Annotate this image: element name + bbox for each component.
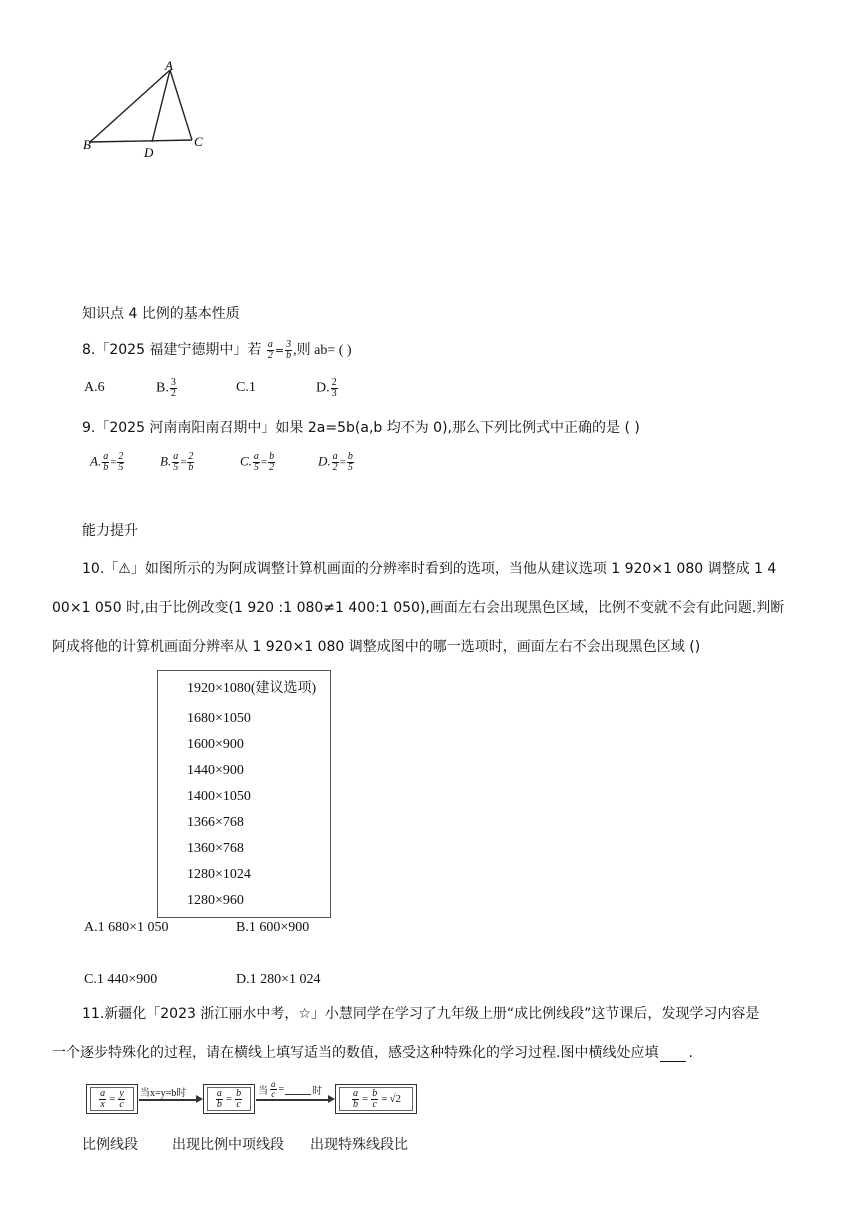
q8-fraction-1 — [267, 340, 274, 361]
frac-den: 2 — [267, 349, 273, 361]
frac-num: 2 — [188, 451, 194, 462]
frac-num: 3 — [286, 338, 292, 350]
segment-ad — [152, 70, 170, 142]
q10-option-b: B.1 600×900 — [236, 920, 310, 935]
frac-num: a — [173, 451, 179, 462]
equals-sign: = — [180, 456, 187, 469]
list-item: 1360×768 — [187, 841, 244, 856]
q9-option-b — [160, 452, 195, 473]
segment-ac — [170, 70, 192, 140]
section-4-title: 知识点 4 比例的基本性质 — [82, 306, 240, 322]
frac-den: 2 — [332, 462, 338, 473]
frac-num: a — [267, 338, 273, 350]
equals-sign: = — [381, 1093, 388, 1105]
frac-num: a — [103, 451, 109, 462]
section-ability-title: 能力提升 — [82, 523, 138, 539]
frac-num: a — [353, 1087, 358, 1099]
frac-num: 2 — [331, 377, 337, 388]
flow-box-1 — [86, 1084, 138, 1114]
frac-den: 5 — [253, 462, 259, 473]
list-item: 1280×1024 — [187, 867, 251, 882]
flow-arrow-1-label: 当x=y=b时 — [140, 1088, 187, 1099]
frac-den: x — [100, 1098, 105, 1110]
triangle-figure — [80, 58, 210, 163]
frac-den: 2 — [269, 462, 275, 473]
frac-num: a — [271, 1079, 276, 1089]
segment-bc — [90, 140, 192, 142]
frac-den: 5 — [347, 462, 353, 473]
arrow-head-icon — [328, 1095, 335, 1103]
q8-suffix: ,则 ab= ( ) — [293, 343, 352, 358]
equals-sign: = — [110, 456, 117, 469]
flow-caption-1: 比例线段 — [82, 1137, 138, 1153]
q10-line-2: 00×1 050 时,由于比例改变(1 920 :1 080≠1 400:1 050),画面左右会出现黑色区域，比例不变就不会有此问题.判断 — [52, 600, 785, 616]
label-d: D — [144, 145, 154, 160]
equals-sign: = — [278, 1084, 285, 1095]
flow-arrow-2 — [256, 1099, 329, 1101]
list-item: 1600×900 — [187, 737, 244, 752]
q9-option-a — [90, 452, 125, 473]
frac-den: c — [271, 1089, 276, 1099]
q11-line-1: 11.新疆化「2023 浙江丽水中考，☆」小慧同学在学习了九年级上册“成比例线段”这节课后，发现学习内容是 — [82, 1006, 760, 1022]
frac-num: a — [332, 451, 338, 462]
question-8 — [82, 339, 352, 361]
option-label: B. — [156, 380, 169, 396]
equals-sign: = — [362, 1093, 369, 1105]
label-a: A — [165, 58, 173, 73]
question-9: 9.「2025 河南南阳南召期中」如果 2a=5b(a,b 均不为 0),那么下列比例式中正确的是 ( ) — [82, 420, 640, 436]
frac-num: a — [253, 451, 259, 462]
frac-den: b — [286, 349, 292, 361]
frac-den: 5 — [173, 462, 179, 473]
resolution-list — [157, 670, 331, 918]
list-item: 1680×1050 — [187, 711, 251, 726]
arrow-head-icon — [196, 1095, 203, 1103]
flow-box-3 — [335, 1084, 417, 1114]
q11-line-2 — [52, 1042, 693, 1062]
flow-caption-3: 出现特殊线段比 — [310, 1137, 408, 1153]
flow-arrow-2-label — [258, 1080, 322, 1099]
frac-num: 3 — [170, 377, 176, 388]
sqrt-two: √2 — [389, 1093, 401, 1105]
frac-den: 3 — [331, 388, 337, 399]
flow-diagram — [86, 1080, 418, 1120]
frac-num: b — [269, 451, 275, 462]
frac-num: b — [372, 1087, 378, 1099]
equals-sign: = — [109, 1093, 116, 1105]
option-label: C. — [240, 453, 252, 469]
q9-option-d — [318, 452, 355, 473]
frac-den: c — [119, 1098, 124, 1110]
frac-num: b — [236, 1087, 242, 1099]
q10-line-3: 阿成将他的计算机画面分辨率从 1 920×1 080 调整成图中的哪一选项时，画面左右不会出现黑色区域 () — [52, 639, 701, 655]
flow-caption-2: 出现比例中项线段 — [172, 1137, 284, 1153]
q8-fraction-2 — [285, 340, 292, 361]
option-label: B. — [160, 453, 172, 469]
period: . — [688, 1045, 693, 1061]
frac-num: a — [216, 1087, 222, 1099]
q10-line-1: 10.「⚠」如图所示的为阿成调整计算机画面的分辨率时看到的选项，当他从建议选项 1 920×1 080 调整成 1 4 — [82, 561, 777, 577]
arrow-text: 时 — [312, 1086, 323, 1097]
frac-den: 5 — [118, 462, 124, 473]
q11-line-2-text: 一个逐步特殊化的过程，请在横线上填写适当的数值，感受这种特殊化的学习过程.图中横线处应填 — [52, 1045, 659, 1061]
q8-option-b — [156, 378, 178, 399]
q9-option-c — [240, 452, 276, 473]
option-label: A. — [90, 453, 102, 469]
equals-sign: = — [225, 1093, 233, 1105]
frac-den: b — [103, 462, 109, 473]
label-c: C — [194, 134, 203, 149]
q10-option-c: C.1 440×900 — [84, 972, 158, 987]
frac-den: b — [188, 462, 194, 473]
option-label: D. — [316, 380, 330, 396]
list-item: 1920×1080(建议选项) — [187, 681, 317, 696]
segment-ab — [90, 70, 170, 142]
list-item: 1440×900 — [187, 763, 244, 778]
frac-num: b — [347, 451, 353, 462]
frac-den: b — [216, 1098, 222, 1110]
q8-option-d — [316, 378, 339, 399]
flow-arrow-1 — [139, 1099, 197, 1101]
flow-box-2 — [203, 1084, 255, 1114]
frac-den: c — [372, 1098, 377, 1110]
frac-den: 2 — [170, 388, 176, 399]
q10-option-d: D.1 280×1 024 — [236, 972, 321, 987]
answer-blank[interactable] — [660, 1047, 686, 1062]
q8-prefix: 8.「2025 福建宁德期中」若 — [82, 342, 262, 358]
list-item: 1280×960 — [187, 893, 244, 908]
q8-option-a: A.6 — [84, 380, 105, 395]
frac-num: y — [119, 1087, 124, 1099]
equals-sign: = — [260, 456, 268, 469]
flow-blank — [285, 1084, 311, 1095]
list-item: 1366×768 — [187, 815, 244, 830]
list-item: 1400×1050 — [187, 789, 251, 804]
q10-option-a: A.1 680×1 050 — [84, 920, 169, 935]
frac-num: a — [100, 1087, 106, 1099]
option-label: D. — [318, 453, 331, 469]
arrow-text: 当 — [258, 1086, 268, 1097]
equals-sign: = — [274, 344, 285, 357]
equals-sign: = — [339, 456, 346, 469]
frac-num: 2 — [118, 451, 124, 462]
frac-den: c — [236, 1098, 241, 1110]
q8-option-c: C.1 — [236, 380, 256, 395]
frac-den: b — [353, 1098, 358, 1110]
label-b: B — [83, 137, 91, 152]
